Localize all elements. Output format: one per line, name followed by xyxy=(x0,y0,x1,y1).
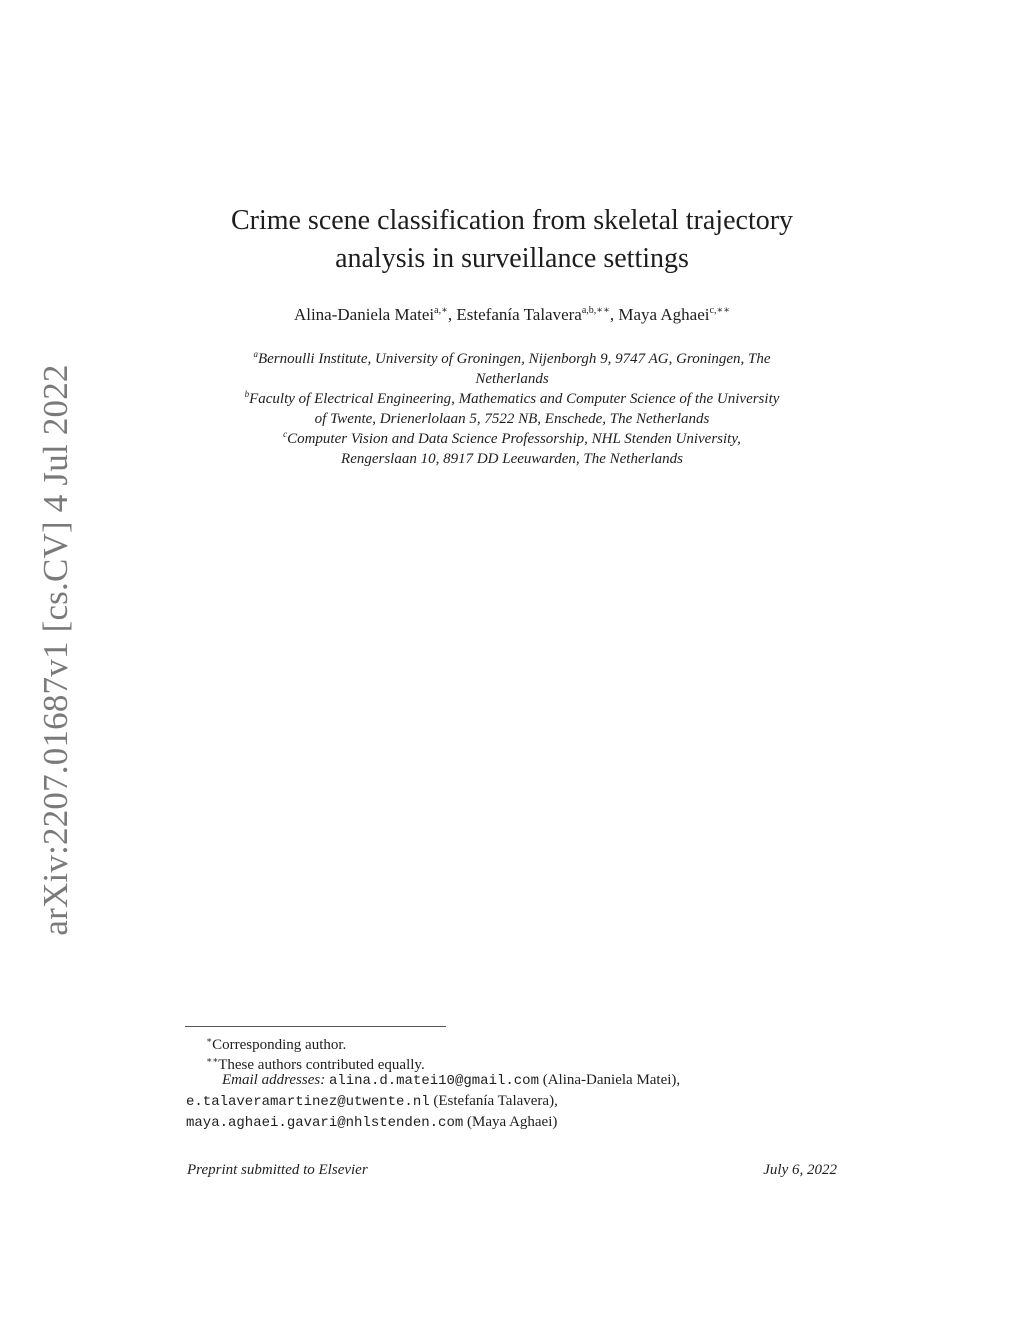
email-label: Email addresses: xyxy=(222,1072,326,1088)
affiliation-line: Netherlands xyxy=(475,371,549,387)
affiliation-line: of Twente, Drienerlolaan 5, 7522 NB, Enschede, The Netherlands xyxy=(314,411,710,427)
email-address[interactable]: alina.d.matei10@gmail.com xyxy=(328,1073,539,1089)
arxiv-side-stamp: arXiv:2207.01687v1 [cs.CV] 4 Jul 2022 xyxy=(36,364,75,936)
email-owner: (Estefanía Talavera), xyxy=(433,1093,558,1109)
paper-title-line-2: analysis in surveillance settings xyxy=(335,243,689,274)
author-name: Alina-Daniela Matei xyxy=(293,305,435,324)
footnote-text: These authors contributed equally. xyxy=(218,1057,425,1073)
footnote-email-line-1 xyxy=(222,1070,680,1092)
email-owner: (Alina-Daniela Matei), xyxy=(542,1072,681,1088)
paper-title-line-1: Crime scene classification from skeletal trajectory xyxy=(230,205,794,236)
affiliation-line: Faculty of Electrical Engineering, Mathematics and Computer Science of the University xyxy=(249,391,780,407)
email-owner: (Maya Aghaei) xyxy=(467,1114,558,1130)
author-marks: a,b,∗∗ xyxy=(581,305,610,316)
email-address[interactable]: maya.aghaei.gavari@nhlstenden.com xyxy=(186,1115,464,1131)
footer-date: July 6, 2022 xyxy=(763,1162,837,1178)
footer-left: Preprint submitted to Elsevier xyxy=(187,1162,368,1178)
author-marks: a,∗ xyxy=(434,305,448,316)
affiliation-mark: c xyxy=(283,429,288,439)
footnote-mark: ∗∗ xyxy=(206,1055,219,1065)
email-address[interactable]: e.talaveramartinez@utwente.nl xyxy=(186,1094,430,1110)
author-list: Alina-Daniela Matei$^{a,∗}$, Estefanía Talavera$^{a,b,∗∗}$, Maya Aghaei$^{c,∗∗}$ xyxy=(293,305,731,324)
author-name: Maya Aghaei xyxy=(618,305,710,324)
author-marks: c,∗∗ xyxy=(709,305,731,316)
affiliation-c xyxy=(0,424,1024,469)
footnote-rule xyxy=(185,1026,446,1027)
affiliation-line: Bernoulli Institute, University of Groningen, Nijenborgh 9, 9747 AG, Groningen, The xyxy=(257,351,771,367)
footnote-email-line-3 xyxy=(186,1112,557,1134)
affiliation-line: Computer Vision and Data Science Professorship, NHL Stenden University, xyxy=(287,431,741,447)
footnote-mark: ∗ xyxy=(206,1035,213,1045)
affiliation-line: Rengerslaan 10, 8917 DD Leeuwarden, The Netherlands xyxy=(341,451,683,467)
affiliation-b xyxy=(0,384,1024,429)
footnote-text: Corresponding author. xyxy=(212,1037,347,1053)
author-name: Estefanía Talavera xyxy=(456,305,582,324)
footnote-email-line-2 xyxy=(186,1091,558,1113)
affiliation-a xyxy=(0,344,1024,389)
affiliation-mark: b xyxy=(244,389,250,399)
affiliation-mark: a xyxy=(253,349,258,359)
